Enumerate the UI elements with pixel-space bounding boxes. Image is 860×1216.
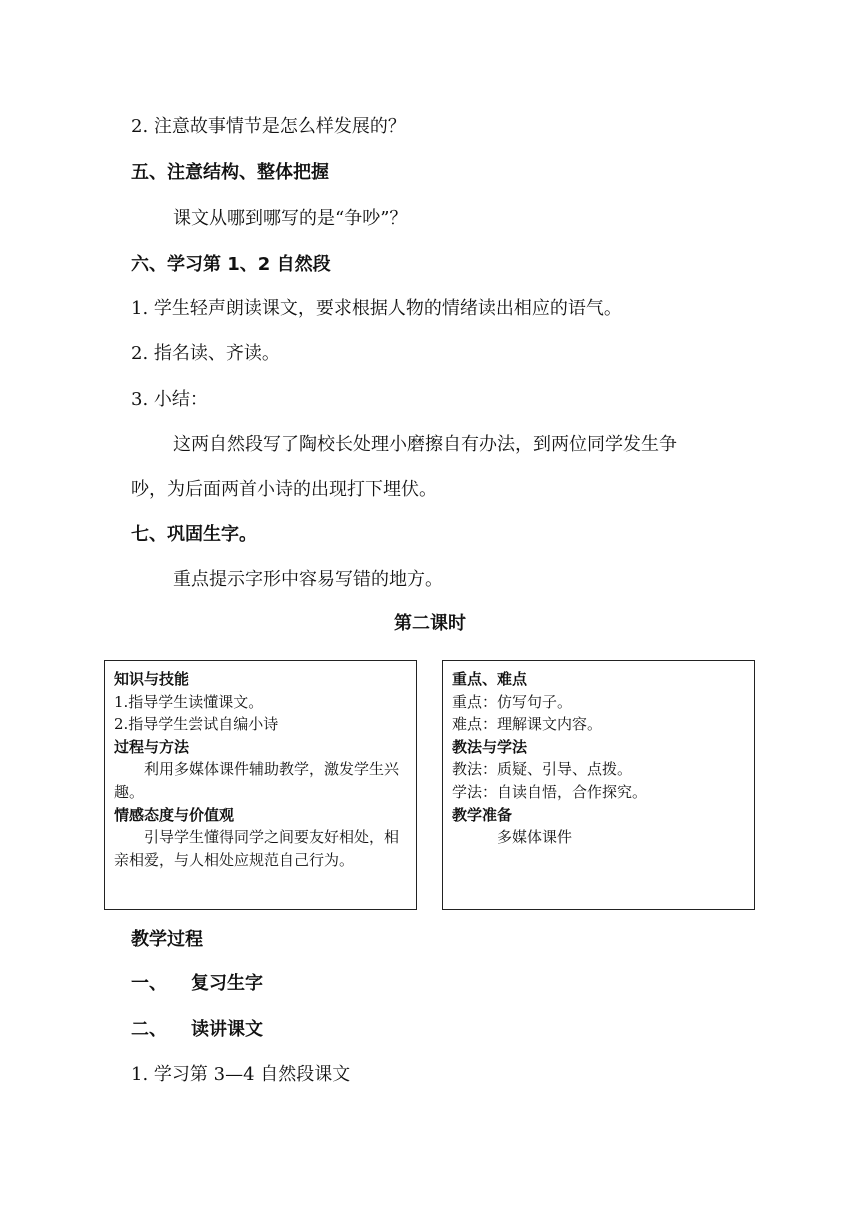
preparation-line: 多媒体课件 [497, 828, 573, 847]
section-5-heading: 五、注意结构、整体把握 [131, 162, 329, 183]
process-item-1: 1. 学习第 3—4 自然段课文 [131, 1064, 351, 1085]
objectives-line: 2.指导学生尝试自编小诗 [114, 715, 279, 734]
list-item-2: 2. 注意故事情节是怎么样发展的？ [131, 116, 406, 137]
process-step-2-number: 二、 [131, 1019, 167, 1040]
preparation-heading: 教学准备 [452, 805, 513, 824]
objectives-paragraph: 引导学生懂得同学之间要友好相处，相亲相爱，与人相处应规范自己行为。 [114, 828, 400, 869]
objectives-line: 1.指导学生读懂课文。 [114, 692, 264, 711]
objectives-heading-knowledge: 知识与技能 [114, 670, 190, 688]
keypoints-box [442, 660, 755, 910]
keypoints-line: 重点：仿写句子。 [452, 692, 573, 711]
section-5-text: 课文从哪到哪写的是“争吵”？ [173, 208, 408, 229]
process-step-2-text: 读讲课文 [191, 1019, 263, 1040]
lesson-title: 第二课时 [394, 613, 466, 634]
methods-line: 教法：质疑、引导、点拨。 [452, 760, 633, 779]
methods-line: 学法：自读自悟，合作探究。 [452, 782, 648, 801]
process-title: 教学过程 [131, 929, 203, 950]
keypoints-line: 难点：理解课文内容。 [452, 715, 603, 734]
objectives-heading-emotion: 情感态度与价值观 [114, 805, 235, 824]
summary-line-1: 这两自然段写了陶校长处理小磨擦自有办法，到两位同学发生争 [173, 434, 677, 455]
process-step-1-number: 一、 [131, 973, 167, 994]
section-7-text: 重点提示字形中容易写错的地方。 [173, 569, 443, 590]
section-6-heading: 六、学习第 1、2 自然段 [131, 254, 331, 275]
section-6-item-3: 3. 小结： [131, 389, 208, 410]
objectives-box [104, 660, 417, 910]
summary-line-2: 吵，为后面两首小诗的出现打下埋伏。 [131, 479, 437, 500]
keypoints-heading: 重点、难点 [452, 670, 528, 688]
objectives-heading-process: 过程与方法 [114, 737, 190, 756]
objectives-paragraph: 利用多媒体课件辅助教学，激发学生兴趣。 [114, 760, 400, 801]
section-6-item-1: 1. 学生轻声朗读课文，要求根据人物的情绪读出相应的语气。 [131, 298, 622, 319]
section-6-item-2: 2. 指名读、齐读。 [131, 343, 280, 364]
process-step-1-text: 复习生字 [191, 973, 263, 994]
methods-heading: 教法与学法 [452, 737, 528, 756]
section-7-heading: 七、巩固生字。 [131, 524, 257, 545]
